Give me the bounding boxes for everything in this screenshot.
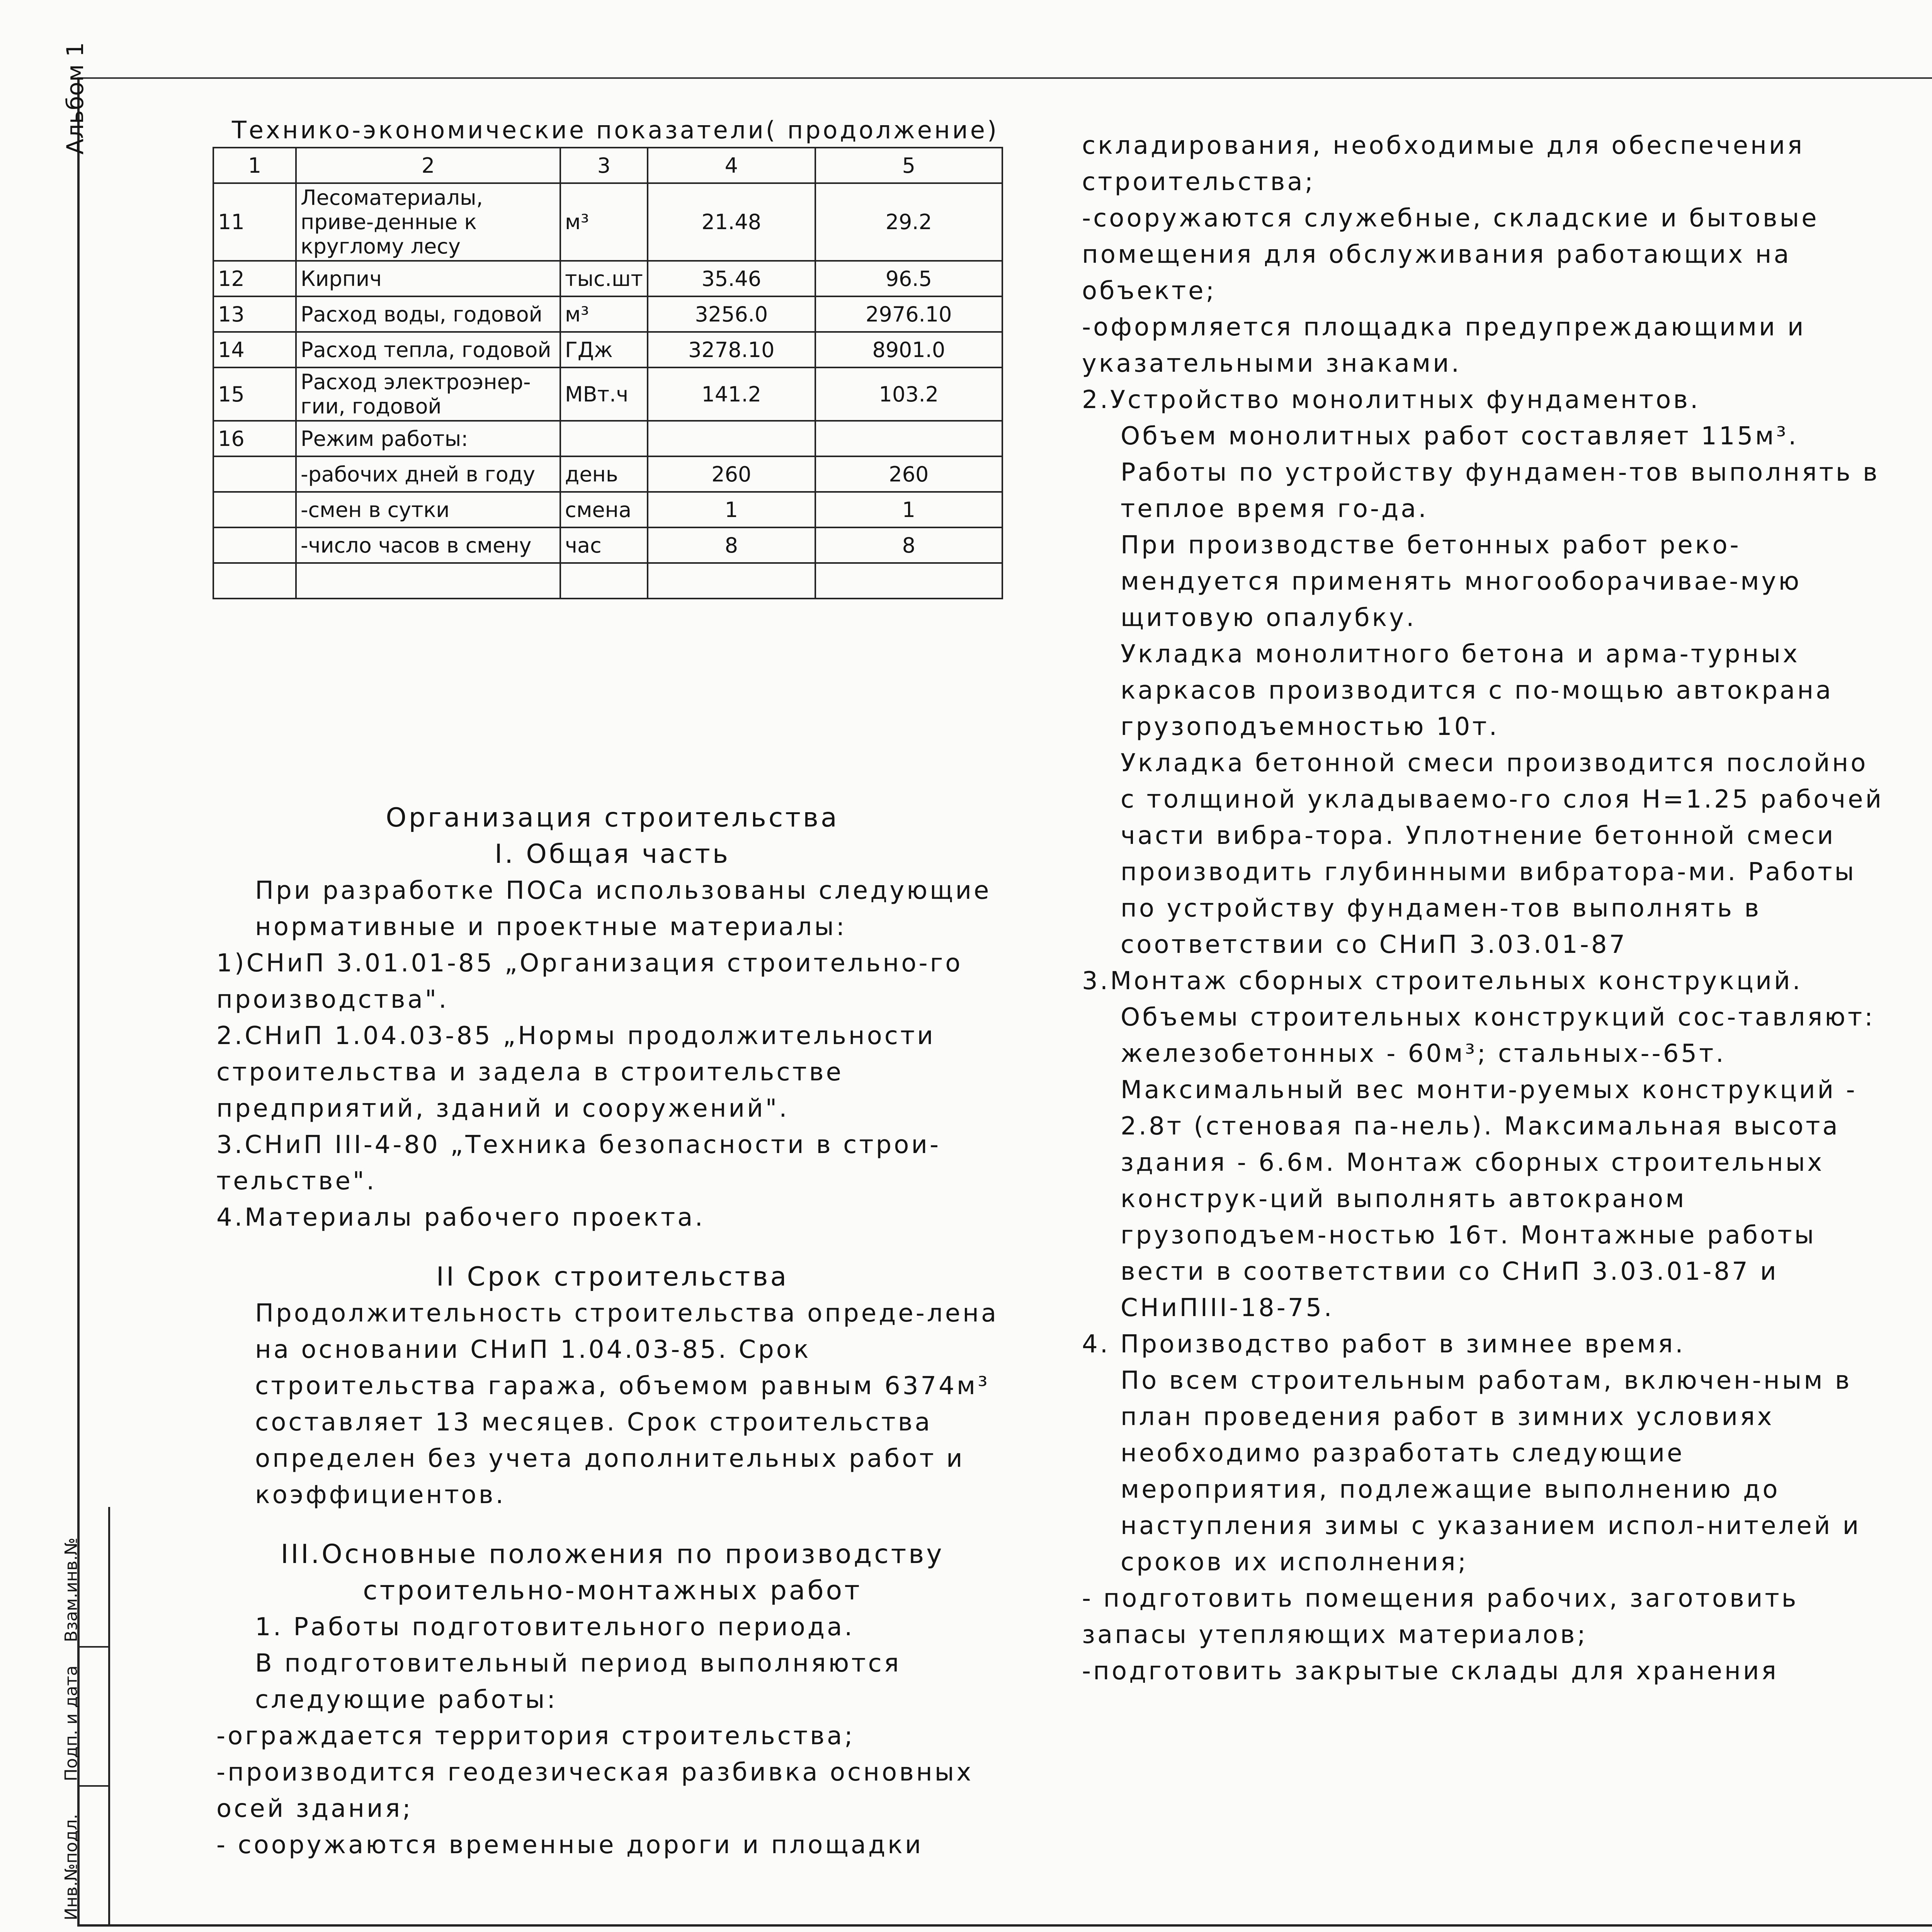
side-label-sign: Подп. и дата [61, 1665, 81, 1781]
table-cell: 3256.0 [648, 296, 815, 332]
side-label-replace: Взам.инв.№ [61, 1537, 81, 1642]
table-cell: -число часов в смену [296, 527, 560, 563]
list-item: 3.СНиП III-4-80 „Техника безопасности в строи-тельстве". [216, 1131, 941, 1196]
table-cell [213, 527, 296, 563]
header-cell: 1 [213, 148, 296, 183]
subsection-heading: 3.Монтаж сборных строительных конструкций. [1082, 967, 1803, 995]
table-cell [213, 492, 296, 527]
table-cell [560, 421, 648, 456]
header-cell: 2 [296, 148, 560, 183]
side-label-inv: Инв.№подл. [61, 1814, 81, 1920]
table-cell: 260 [648, 456, 815, 492]
section-heading: Организация строительства [386, 803, 839, 833]
table-cell: 141.2 [648, 367, 815, 421]
section-heading: III.Основные положения по производству строительно-монтажных работ [281, 1539, 944, 1606]
table-cell: Расход электроэнер-гии, годовой [296, 367, 560, 421]
table-cell: ГДж [560, 332, 648, 367]
table-cell: 103.2 [815, 367, 1002, 421]
table-title: Технико-экономические показатели( продолжение) [232, 116, 999, 144]
paragraph: Продолжительность строительства опреде-лена на основании СНиП 1.04.03-85. Срок строительства гаража, объемом равным 6374м³ составляет 13 месяцев. Срок строительства определен без учета дополнительных работ и коэффициентов. [255, 1299, 999, 1509]
list-item: - сооружаются временные дороги и площадки [216, 1831, 923, 1859]
side-cell-replace [61, 1507, 108, 1648]
table-cell: 35.46 [648, 261, 815, 296]
subsection-heading: 1. Работы подготовительного периода. [255, 1613, 855, 1641]
section-heading: II Срок строительства [436, 1262, 789, 1292]
side-stamp-column [61, 1507, 110, 1924]
table-row [213, 296, 1002, 332]
table-cell: м³ [560, 183, 648, 261]
table-cell: 8 [815, 527, 1002, 563]
list-item: 4.Материалы рабочего проекта. [216, 1203, 705, 1232]
table-row [213, 456, 1002, 492]
table-row [213, 527, 1002, 563]
paragraph: В подготовительный период выполняются следующие работы: [255, 1649, 901, 1714]
header-cell: 4 [648, 148, 815, 183]
table-cell: 3278.10 [648, 332, 815, 367]
album-label: Альбом 1 [62, 42, 89, 155]
table-cell: м³ [560, 296, 648, 332]
table-cell: 16 [213, 421, 296, 456]
table-cell: 21.48 [648, 183, 815, 261]
list-item: 2.СНиП 1.04.03-85 „Нормы продолжительности строительства и задела в строительстве предприятий, зданий и сооружений". [216, 1022, 935, 1123]
paragraph: складирования, необходимые для обеспечения строительства; [1082, 131, 1804, 196]
table-cell: -рабочих дней в году [296, 456, 560, 492]
list-item: -подготовить закрытые склады для хранения [1082, 1657, 1779, 1685]
table-cell: -смен в сутки [296, 492, 560, 527]
subsection-heading: I. Общая часть [495, 839, 730, 869]
table-cell: МВт.ч [560, 367, 648, 421]
table-row [213, 492, 1002, 527]
table-cell [815, 421, 1002, 456]
table-cell: тыс.шт [560, 261, 648, 296]
table-cell: час [560, 527, 648, 563]
paragraph: По всем строительным работам, включен-ным в план проведения работ в зимних условиях необходимо разработать следующие мероприятия, подлежащие выполнению до наступления зимы с указанием испол-нителей и сроков их исполнения; [1121, 1366, 1861, 1577]
subsection-heading: 4. Производство работ в зимнее время. [1082, 1330, 1685, 1359]
table-row [213, 367, 1002, 421]
list-item: -производится геодезическая разбивка основных осей здания; [216, 1758, 974, 1823]
list-item: -сооружаются служебные, складские и бытовые помещения для обслуживания работающих на объекте; [1082, 204, 1819, 305]
table-cell [213, 456, 296, 492]
table-header-row [213, 148, 1002, 183]
subsection-heading: 2.Устройство монолитных фундаментов. [1082, 386, 1701, 414]
table-row-empty [213, 563, 1002, 599]
side-cell-sign [61, 1646, 108, 1787]
table-cell: 1 [815, 492, 1002, 527]
table-cell: день [560, 456, 648, 492]
table-cell: Расход воды, годовой [296, 296, 560, 332]
table-cell [648, 421, 815, 456]
table-cell: 11 [213, 183, 296, 261]
table-cell: 2976.10 [815, 296, 1002, 332]
column-2 [1082, 128, 1893, 1689]
side-cell-inv [61, 1785, 108, 1924]
header-cell: 5 [815, 148, 1002, 183]
table-row [213, 183, 1002, 261]
list-item: - подготовить помещения рабочих, заготовить запасы утепляющих материалов; [1082, 1584, 1799, 1649]
list-item: 1)СНиП 3.01.01-85 „Организация строительно-го производства". [216, 949, 963, 1014]
table-cell: 29.2 [815, 183, 1002, 261]
table-row [213, 261, 1002, 296]
paragraph: Объемы строительных конструкций сос-тавляют: железобетонных - 60м³; стальных--65т. Максимальный вес монти-руемых конструкций - 2.8т (стеновая па-нель). Максимальная высота здания - 6.6м. Монтаж сборных строительных конструк-ций выполнять автокраном грузоподъем-ностью 16т. Монтажные работы вести в соответствии со СНиП 3.03.01-87 и СНиПIII-18-75. [1121, 1003, 1875, 1322]
table-row [213, 332, 1002, 367]
column-1 [216, 800, 1009, 1863]
table-cell: 8 [648, 527, 815, 563]
table-cell: 8901.0 [815, 332, 1002, 367]
table-cell: Расход тепла, годовой [296, 332, 560, 367]
table-cell: смена [560, 492, 648, 527]
header-cell: 3 [560, 148, 648, 183]
table-cell: 260 [815, 456, 1002, 492]
table-cell: 15 [213, 367, 296, 421]
list-item: -ограждается территория строительства; [216, 1722, 855, 1750]
table-cell: 13 [213, 296, 296, 332]
list-item: -оформляется площадка предупреждающими и указательными знаками. [1082, 313, 1806, 378]
paragraph: Укладка монолитного бетона и арма-турных каркасов производится с по-мощью автокрана грузоподъемностью 10т. [1121, 640, 1833, 741]
paragraph: При разработке ПОСа использованы следующие нормативные и проектные материалы: [255, 876, 992, 941]
table-row [213, 421, 1002, 456]
paragraph: Объем монолитных работ составляет 115м³. Работы по устройству фундамен-тов выполнять в теплое время го-да. [1121, 422, 1880, 523]
table-cell: 96.5 [815, 261, 1002, 296]
paragraph: При производстве бетонных работ реко-мендуется применять многооборачивае-мую щитовую опалубку. [1121, 531, 1802, 632]
table-cell: 12 [213, 261, 296, 296]
table-cell: Лесоматериалы, приве-денные к круглому лесу [296, 183, 560, 261]
table-cell: 14 [213, 332, 296, 367]
paragraph: Укладка бетонной смеси производится послойно с толщиной укладываемо-го слоя H=1.25 рабочей части вибра-тора. Уплотнение бетонной смеси производить глубинными вибратора-ми. Работы по устройству фундамен-тов выполнять в соответствии со СНиП 3.03.01-87 [1121, 749, 1884, 959]
table-cell: 1 [648, 492, 815, 527]
table-cell: Кирпич [296, 261, 560, 296]
indicators-table [213, 147, 1003, 599]
table-cell: Режим работы: [296, 421, 560, 456]
